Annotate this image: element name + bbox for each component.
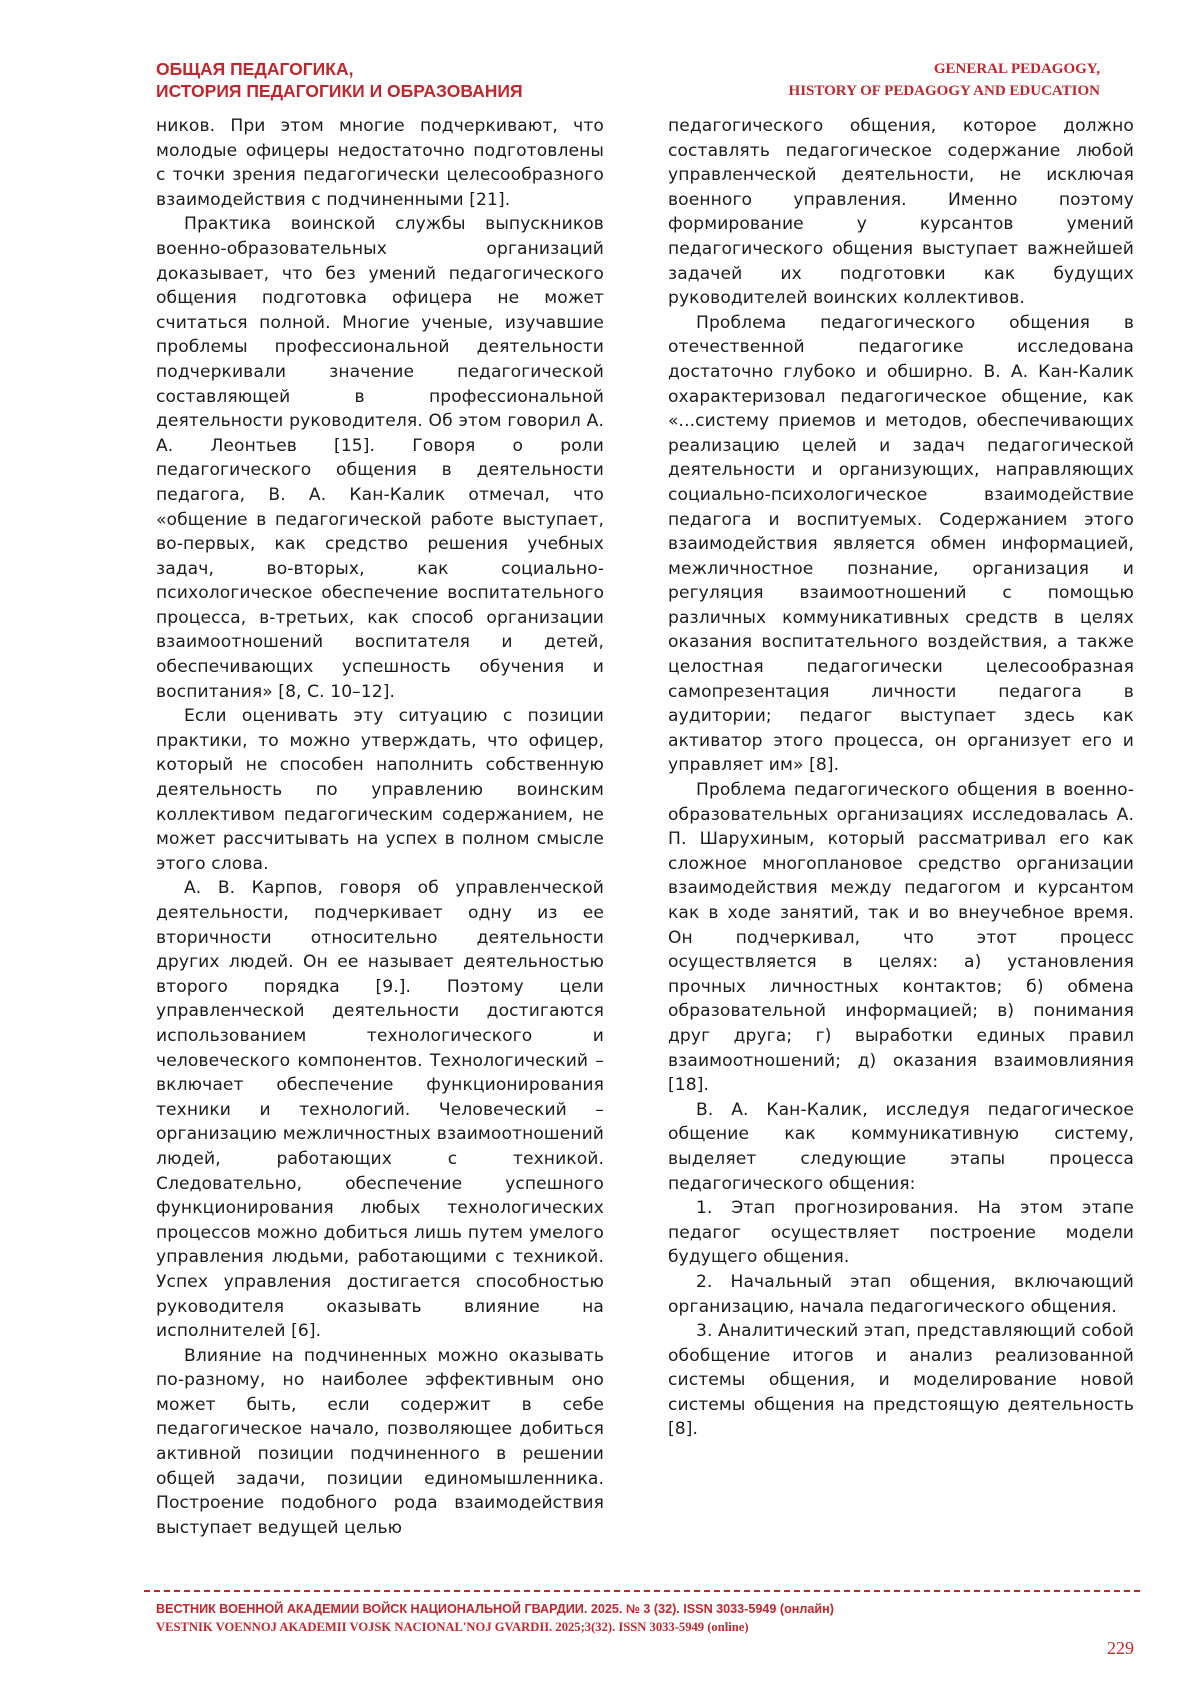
header-line-2: ИСТОРИЯ ПЕДАГОГИКИ И ОБРАЗОВАНИЯ xyxy=(156,81,523,101)
left-text-column xyxy=(156,114,604,1584)
paragraph: В. А. Кан-Калик, исследуя педагогическое общение как коммуникативную систему, выделяет следующие этапы процесса педагогического общения: xyxy=(668,1099,1134,1194)
paragraph: А. В. Карпов, говоря об управленческой деятельности, подчеркивает одну из ее вторичности относительно деятельности других людей. Он ее называет деятельностью второго порядка [9.]. Поэтому цели управленческой деятельности достигаются использованием технологического и человеческого компонентов. Технологический – включает обеспечение функционирования техники и технологий. Человеческий – организацию межличностных взаимоотношений людей, работающих с техникой. Следовательно, обеспечение успешного функционирования любых технологических процессов можно добиться лишь путем умелого управления людьми, работающими с техникой. Успех управления достигается способностью руководителя оказывать влияние на исполнителей [6]. xyxy=(156,878,604,1342)
right-text-column xyxy=(668,114,1134,1584)
paragraph: Практика воинской службы выпускников военно-образовательных организаций доказывает, что без умений педагогического общения подготовка офицера не может считаться полной. Многие ученые, изучавшие проблемы профессиональной деятельности подчеркивали значение педагогической составляющей в профессиональной деятельности руководителя. Об этом говорил А. А. Леонтьев [15]. Говоря о роли педагогического общения в деятельности педагога, В. А. Кан-Калик отмечал, что «общение в педагогической работе выступает, во-первых, как средство решения учебных задач, во-вторых, как социально-психологическое обеспечение воспитательного процесса, в-третьих, как способ организации взаимоотношений воспитателя и детей, обеспечивающих успешность обучения и воспитания» [8, С. 10–12]. xyxy=(156,214,604,702)
list-item: 1. Этап прогнозирования. На этом этапе педагог осуществляет построение модели будущего общения. xyxy=(668,1198,1134,1268)
list-item: 2. Начальный этап общения, включающий организацию, начала педагогического общения. xyxy=(668,1271,1134,1317)
paragraph: Влияние на подчиненных можно оказывать по-разному, но наиболее эффективным оно может быть, если содержит в себе педагогическое начало, позволяющее добиться активной позиции подчиненного в решении общей задачи, позиции единомышленника. Построение подобного рода взаимодействия выступает ведущей целью xyxy=(156,1345,604,1538)
footer-divider xyxy=(144,1590,1140,1592)
header-line-1: ОБЩАЯ ПЕДАГОГИКА, xyxy=(156,59,354,79)
paragraph: ников. При этом многие подчеркивают, что молодые офицеры недостаточно подготовлены с точки зрения педагогически целесообразного взаимодействия с подчиненными [21]. xyxy=(156,116,604,210)
footer-journal-ru: ВЕСТНИК ВОЕННОЙ АКАДЕМИИ ВОЙСК НАЦИОНАЛЬНОЙ ГВАРДИИ. 2025. № 3 (32). ISSN 3033-5949 (онлайн) xyxy=(156,1602,834,1616)
page-number: 229 xyxy=(1107,1638,1134,1658)
header-en-line-2: HISTORY OF PEDAGOGY AND EDUCATION xyxy=(788,83,1100,99)
paragraph: Если оценивать эту ситуацию с позиции практики, то можно утверждать, что офицер, который не способен наполнить собственную деятельность по управлению воинским коллективом педагогическим содержанием, не может рассчитывать на успех в полном смысле этого слова. xyxy=(156,706,604,874)
header-en-line-1: GENERAL PEDAGOGY, xyxy=(933,61,1100,77)
paragraph: Проблема педагогического общения в отечественной педагогике исследована достаточно глубоко и обширно. В. А. Кан-Калик охарактеризовал педагогическое общение, как «...систему приемов и методов, обеспечивающих реализацию целей и задач педагогической деятельности и организующих, направляющих социально-психологическое взаимодействие педагога и воспитуемых. Содержанием этого взаимодействия является обмен информацией, межличностное познание, организация и регуляция взаимоотношений с помощью различных коммуникативных средств в целях оказания воспитательного воздействия, а также целостная педагогически целесообразная самопрезентация личности педагога в аудитории; педагог выступает здесь как активатор этого процесса, он организует его и управляет им» [8]. xyxy=(668,312,1134,776)
running-header-en xyxy=(789,58,1100,102)
paragraph: педагогического общения, которое должно составлять педагогическое содержание любой управленческой деятельности, не исключая военного управления. Именно поэтому формирование у курсантов умений педагогического общения выступает важнейшей задачей их подготовки как будущих руководителей воинских коллективов. xyxy=(668,116,1134,309)
paragraph: Проблема педагогического общения в военно-образовательных организациях исследовалась А. П. Шарухиным, который рассматривал его как сложное многоплановое средство организации взаимодействия между педагогом и курсантом как в ходе занятий, так и во внеучебное время. Он подчеркивал, что этот процесс осуществляется в целях: а) установления прочных личностных контактов; б) обмена образовательной информацией; в) понимания друг друга; г) выработки единых правил взаимоотношений; д) оказания взаимовлияния [18]. xyxy=(668,780,1134,1096)
running-header-ru xyxy=(156,58,523,102)
list-item: 3. Аналитический этап, представляющий собой обобщение итогов и анализ реализованной системы общения, и моделирование новой системы общения на предстоящую деятельность [8]. xyxy=(668,1321,1134,1440)
footer-journal-en: VESTNIK VOENNOJ AKADEMII VOJSK NACIONAL'NOJ GVARDII. 2025;3(32). ISSN 3033-5949 (online) xyxy=(156,1620,749,1634)
